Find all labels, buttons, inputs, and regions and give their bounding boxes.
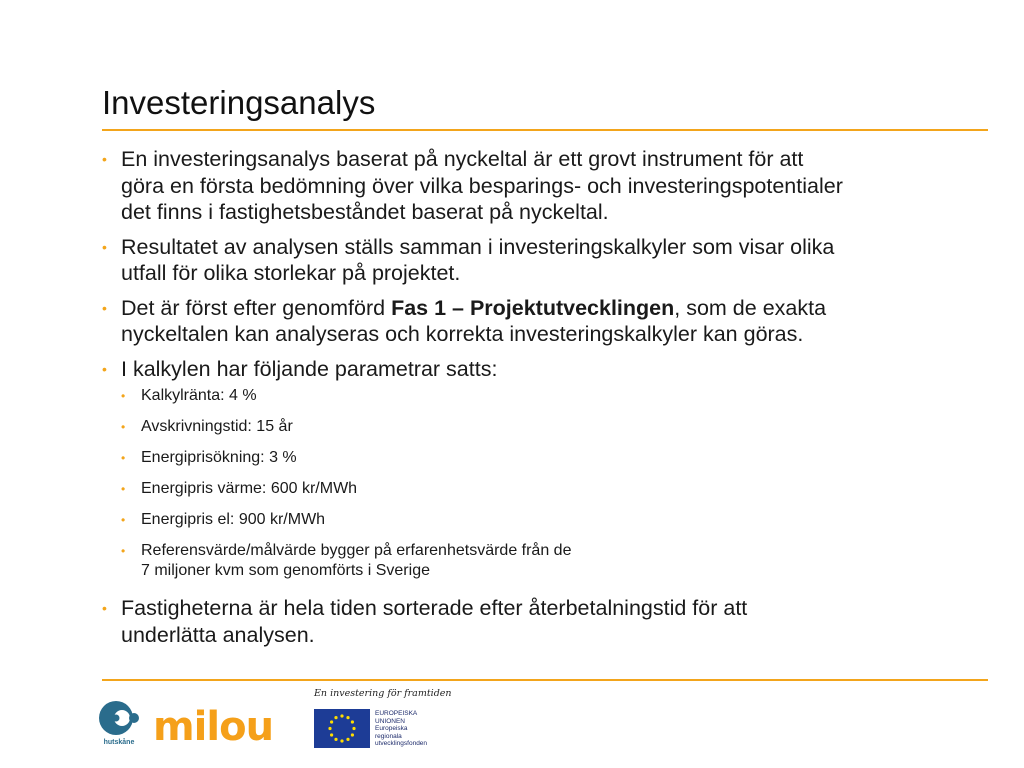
bullet-dot: • — [121, 420, 126, 434]
footer-tagline: En investering för framtiden — [314, 688, 452, 699]
hutskane-logo-text: hutskåne — [103, 739, 135, 746]
bullet-item — [102, 356, 982, 383]
bullet-dot: • — [102, 360, 107, 377]
sub-bullet-item — [121, 479, 982, 499]
title-divider — [102, 129, 988, 131]
bullet-dot: • — [102, 299, 107, 316]
bullet-text: Fastigheterna är hela tiden sorterade efter återbetalningstid för att — [121, 596, 748, 620]
eu-label-line: utvecklingsfonden — [375, 740, 428, 747]
bullet-dot: • — [121, 513, 126, 527]
bullet-text: En investeringsanalys baserat på nyckeltal är ett grovt instrument för att — [121, 147, 804, 171]
bullet-dot: • — [102, 238, 107, 255]
eu-label-line: regionala — [375, 732, 402, 740]
sub-bullet-item — [121, 448, 982, 468]
bullet-item — [102, 595, 982, 648]
bullet-list — [102, 146, 982, 656]
bullet-text: göra en första bedömning över vilka besparings- och investeringspotentialer — [121, 173, 843, 198]
sub-bullet-text: Kalkylränta: 4 % — [141, 387, 257, 404]
bullet-item — [102, 234, 982, 287]
bullet-item — [102, 295, 982, 348]
footer-divider — [102, 679, 988, 681]
sub-bullet-text: Energipris värme: 600 kr/MWh — [141, 480, 358, 497]
bullet-text — [121, 295, 982, 322]
bullet-text-part: , som de exakta — [674, 295, 827, 320]
bullet-bold-text: Fas 1 – Projektutvecklingen — [391, 295, 675, 320]
bullet-dot: • — [121, 482, 126, 496]
bullet-text: I kalkylen har följande parametrar satts: — [121, 356, 498, 381]
eu-label — [375, 710, 427, 748]
sub-bullet-item — [121, 386, 982, 406]
sub-bullet-text: Avskrivningstid: 15 år — [141, 418, 293, 435]
bullet-dot: • — [121, 544, 126, 558]
bullet-text: underlätta analysen. — [121, 622, 315, 647]
bullet-text: det finns i fastighetsbeståndet baserat på nyckeltal. — [121, 200, 609, 224]
bullet-text: nyckeltalen kan analyseras och korrekta investeringskalkyler kan göras. — [121, 322, 804, 346]
bullet-text-part: Det är först efter genomförd — [121, 295, 392, 320]
sub-bullet-item — [121, 541, 982, 581]
sub-bullet-text: 7 miljoner kvm som genomförts i Sverige — [141, 562, 430, 579]
bullet-dot: • — [121, 389, 126, 403]
bullet-dot: • — [121, 451, 126, 465]
bullet-item — [102, 146, 982, 226]
sub-bullet-text: Energipris el: 900 kr/MWh — [141, 511, 326, 528]
sub-bullet-item — [121, 417, 982, 437]
sub-bullet-list — [102, 386, 982, 581]
sub-bullet-text: Referensvärde/målvärde bygger på erfarenhetsvärde från de — [141, 542, 572, 559]
bullet-text: Resultatet av analysen ställs samman i investeringskalkyler som visar olika — [121, 234, 835, 259]
page-title: Investeringsanalys — [102, 84, 376, 121]
milou-logo: milou — [153, 704, 274, 750]
bullet-text: utfall för olika storlekar på projektet. — [121, 261, 461, 285]
eu-flag-icon — [314, 709, 370, 748]
eu-label-line: EUROPEISKA — [375, 710, 418, 717]
sub-bullet-item — [121, 510, 982, 530]
eu-label-line: UNIONEN — [375, 717, 405, 725]
bullet-dot: • — [102, 600, 107, 616]
bullet-dot: • — [102, 151, 107, 167]
sub-bullet-text: Energiprisökning: 3 % — [141, 449, 297, 466]
eu-label-line: Europeiska — [375, 725, 408, 732]
